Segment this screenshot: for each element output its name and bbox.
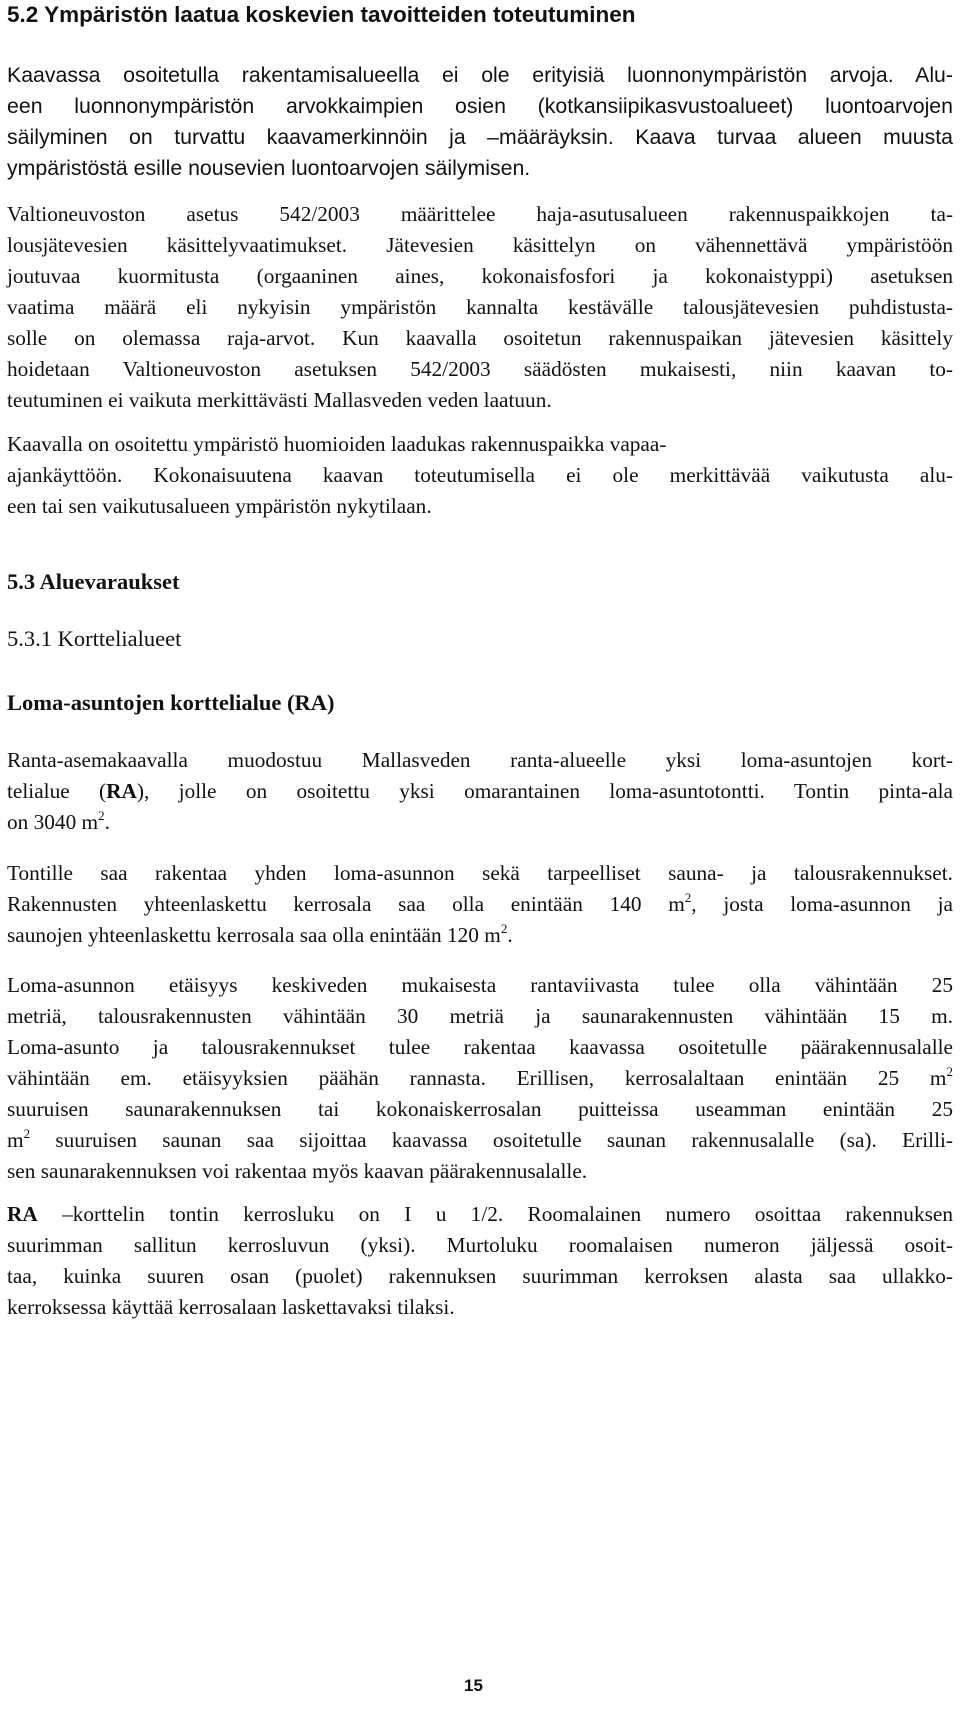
text-line: Loma-asunnon etäisyys keskiveden mukaisesta rantaviivasta tulee olla vähintään 25 [7, 973, 953, 997]
text-line: säilyminen on turvattu kaavamerkinnöin ja –määräyksin. Kaava turvaa alueen muusta [7, 125, 953, 149]
text-line: Kaavassa osoitetulla rakentamisalueella ei ole erityisiä luonnonympäristön arvoja. Alu- [7, 63, 953, 87]
text-line: ympäristöstä esille nousevien luontoarvojen säilymisen. [7, 156, 531, 180]
text-line: Loma-asunto ja talousrakennukset tulee rakentaa kaavassa osoitetulle päärakennusalalle [7, 1035, 953, 1059]
paragraph-ra-area [7, 745, 953, 838]
text-line: taa, kuinka suuren osan (puolet) rakennuksen suurimman kerroksen alasta saa ullakko- [7, 1264, 953, 1288]
superscript: 2 [23, 1126, 31, 1141]
ra-abbreviation: RA [106, 779, 137, 803]
text-line: teutuminen ei vaikuta merkittävästi Mallasveden veden laatuun. [7, 388, 552, 412]
paragraph-natural-values [7, 60, 953, 184]
paragraph-environment-summary [7, 429, 953, 522]
text-line: joutuvaa kuormitusta (orgaaninen aines, kokonaisfosfori ja kokonaistyppi) asetuksen [7, 264, 953, 288]
superscript: 2 [684, 890, 692, 905]
paragraph-wastewater [7, 199, 953, 416]
section-heading-5-2: 5.2 Ympäristön laatua koskevien tavoitteiden toteutuminen [7, 2, 636, 27]
text-line: on 3040 $m^2$. [7, 808, 110, 834]
text-line: $m^2$ suuruisen saunan saa sijoittaa kaavassa osoitetulle saunan rakennusalalle (sa). Erilli- [7, 1126, 953, 1152]
text-line: lousjätevesien käsittelyvaatimukset. Jätevesien käsittelyn on vähennettävä ympäristöön [7, 233, 953, 257]
paragraph-distances [7, 970, 953, 1187]
block-heading-ra: Loma-asuntojen korttelialue (RA) [7, 690, 335, 715]
superscript: 2 [946, 1064, 953, 1079]
superscript: 2 [98, 808, 105, 823]
text-line: sen saunarakennuksen voi rakentaa myös kaavan päärakennusalalle. [7, 1159, 588, 1183]
text-line: ajankäyttöön. Kokonaisuutena kaavan toteutumisella ei ole merkittävää vaikutusta alu- [7, 463, 953, 487]
text-line: Valtioneuvoston asetus 542/2003 määrittelee haja-asutusalueen rakennuspaikkojen ta- [7, 202, 953, 226]
text-line: Rakennusten yhteenlaskettu kerrosala saa olla enintään 140 $m^2$, josta loma-asunnon ja [7, 890, 953, 916]
superscript: 2 [500, 921, 508, 936]
text-line: suurimman sallitun kerrosluvun (yksi). Murtoluku roomalaisen numeron jäljessä osoit- [7, 1233, 953, 1257]
text-line: telialue (RA), jolle on osoitettu yksi omarantainen loma-asuntotontti. Tontin pinta-ala [7, 779, 954, 803]
text-line: een luonnonympäristön arvokkaimpien osien (kotkansiipikasvustoalueet) luontoarvojen [7, 94, 953, 118]
paragraph-floor-count [7, 1199, 953, 1323]
subsection-heading-5-3-1: 5.3.1 Korttelialueet [7, 626, 182, 651]
text-line: kerroksessa käyttää kerrosalaan laskettavaksi tilaksi. [7, 1295, 455, 1319]
text-line: vähintään em. etäisyyksien päähän rannasta. Erillisen, kerrosalaltaan enintään 25 $m^2$ [7, 1064, 953, 1090]
text-line: suuruisen saunarakennuksen tai kokonaiskerrosalan puitteissa useamman enintään 25 [7, 1097, 953, 1121]
ra-abbreviation: RA [7, 1202, 38, 1226]
section-heading-5-3: 5.3 Aluevaraukset [7, 569, 180, 594]
paragraph-building-rights [7, 858, 953, 951]
page-number: 15 [464, 1676, 483, 1695]
text-line: een tai sen vaikutusalueen ympäristön nykytilaan. [7, 494, 432, 518]
text-line: Kaavalla on osoitettu ympäristö huomioiden laadukas rakennuspaikka vapaa- [7, 432, 667, 456]
text-line: vaatima määrä eli nykyisin ympäristön kannalta kestävälle talousjätevesien puhdistusta- [7, 295, 953, 319]
text-line: Ranta-asemakaavalla muodostuu Mallasveden ranta-alueelle yksi loma-asuntojen kort- [7, 748, 953, 772]
text-line: hoidetaan Valtioneuvoston asetuksen 542/2003 säädösten mukaisesti, niin kaavan to- [7, 357, 953, 381]
text-line: Tontille saa rakentaa yhden loma-asunnon sekä tarpeelliset sauna- ja talousrakennukset. [7, 861, 953, 885]
text-line: saunojen yhteenlaskettu kerrosala saa olla enintään 120 $m^2$. [7, 921, 513, 947]
text-line: RA –korttelin tontin kerrosluku on I u 1/2. Roomalainen numero osoittaa rakennuksen [7, 1202, 953, 1226]
text-line: metriä, talousrakennusten vähintään 30 metriä ja saunarakennusten vähintään 15 m. [7, 1004, 953, 1028]
text-line: solle on olemassa raja-arvot. Kun kaavalla osoitetun rakennuspaikan jätevesien käsittely [7, 326, 953, 350]
